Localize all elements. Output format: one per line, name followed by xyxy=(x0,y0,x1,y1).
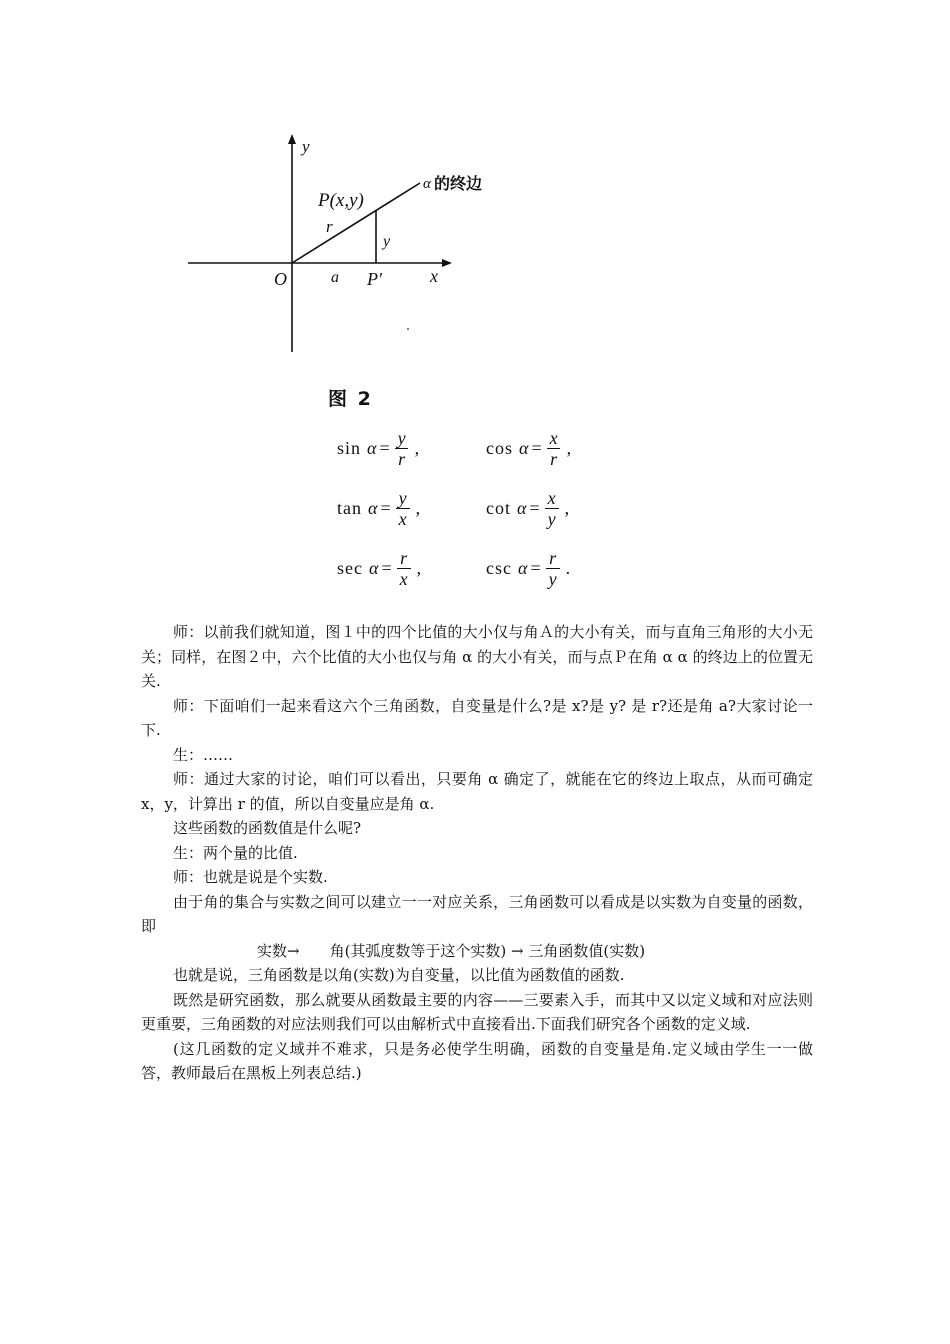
denominator: y xyxy=(546,568,560,589)
alpha: α xyxy=(517,498,527,518)
fn-name: tan xyxy=(337,498,362,518)
punctuation: , xyxy=(564,498,570,518)
fraction xyxy=(545,488,559,529)
equals: = xyxy=(529,498,540,518)
stray-mark xyxy=(407,328,409,330)
formula-sin xyxy=(337,428,419,469)
x-axis-label: x xyxy=(430,266,438,286)
paragraph: 师：下面咱们一起来看这六个三角函数，自变量是什么?是 x?是 y? 是 r?还是角 a?大家讨论一下. xyxy=(141,696,813,739)
p-prime-label: P' xyxy=(367,269,382,289)
paragraph: (这几函数的定义域并不难求，只是务必使学生明确，函数的自变量是角.定义域由学生一一做答，教师最后在黑板上列表总结.) xyxy=(141,1039,813,1082)
x-axis-arrow xyxy=(442,259,452,267)
fn-name: cot xyxy=(486,498,511,518)
equals: = xyxy=(380,498,391,518)
fn-name: sec xyxy=(337,558,363,578)
paragraph: 师：以前我们就知道，图１中的四个比值的大小仅与角Ａ的大小有关，而与直角三角形的大小无关；同样，在图２中，六个比值的大小也仅与角 α 的大小有关，而与点Ｐ在角 α α 的终边上的位置无关. xyxy=(141,623,813,690)
alpha: α xyxy=(367,438,377,458)
denominator: r xyxy=(547,448,560,469)
origin-label: O xyxy=(274,269,287,289)
lesson-text xyxy=(141,620,813,1086)
alpha: α xyxy=(517,558,528,578)
terminal-label: 的终边 xyxy=(434,174,483,193)
y-axis-label: y xyxy=(302,137,310,156)
fraction xyxy=(397,548,411,589)
paragraph: 生：…… xyxy=(173,745,234,764)
numerator: r xyxy=(400,548,408,568)
fraction xyxy=(546,548,560,589)
formula-csc xyxy=(486,548,570,589)
r-label: r xyxy=(326,217,333,236)
paragraph: 生：两个量的比值. xyxy=(173,843,298,862)
formula-sec xyxy=(337,548,421,589)
fraction xyxy=(396,488,410,529)
punctuation: , xyxy=(415,498,421,518)
figure-caption: 图 2 xyxy=(328,388,373,410)
denominator: x xyxy=(397,568,411,589)
fn-name: csc xyxy=(486,558,512,578)
coordinate-figure xyxy=(180,130,510,360)
paragraph: 师：通过大家的讨论，咱们可以看出，只要角 α 确定了，就能在它的终边上取点，从而可确定 x，y，计算出 r 的值，所以自变量应是角 α. xyxy=(141,770,813,813)
equals: = xyxy=(531,438,542,458)
punctuation: . xyxy=(565,558,571,578)
paragraph: 这些函数的函数值是什么呢? xyxy=(173,819,362,837)
numerator: y xyxy=(398,488,407,508)
numerator: x xyxy=(547,488,556,508)
numerator: y xyxy=(397,428,406,448)
fn-name: sin xyxy=(337,438,362,458)
denominator: x xyxy=(396,508,410,529)
punctuation: , xyxy=(416,558,422,578)
a-label: a xyxy=(331,269,339,286)
fn-name: cos xyxy=(486,438,513,458)
numerator: r xyxy=(549,548,557,568)
mapping-line: 实数→ 角(其弧度数等于这个实数) → 三角函数值(实数) xyxy=(257,941,646,960)
point-p-label: P(x,y) xyxy=(318,190,364,211)
alpha: α xyxy=(368,498,378,518)
paragraph: 由于角的集合与实数之间可以建立一一对应关系，三角函数可以看成是以实数为自变量的函数，即 xyxy=(141,892,813,935)
denominator: y xyxy=(545,508,559,529)
fraction xyxy=(547,428,561,469)
punctuation: , xyxy=(414,438,420,458)
equals: = xyxy=(379,438,390,458)
formula-cos xyxy=(486,428,571,469)
formula-cot xyxy=(486,488,569,529)
equals: = xyxy=(530,558,541,578)
paragraph: 师：也就是说是个实数. xyxy=(173,868,328,886)
terminal-alpha: α xyxy=(423,176,431,192)
denominator: r xyxy=(395,448,408,469)
paragraph: 既然是研究函数，那么就要从函数最主要的内容——三要素入手，而其中又以定义域和对应法则更重要，三角函数的对应法则我们可以由解析式中直接看出.下面我们研究各个函数的定义域. xyxy=(141,990,813,1033)
y-segment-label: y xyxy=(383,233,391,250)
y-axis-arrow xyxy=(288,134,296,144)
alpha: α xyxy=(519,438,529,458)
equals: = xyxy=(381,558,392,578)
formula-tan xyxy=(337,488,420,529)
alpha: α xyxy=(368,558,379,578)
numerator: x xyxy=(549,428,558,448)
punctuation: , xyxy=(566,438,572,458)
paragraph: 也就是说，三角函数是以角(实数)为自变量，以比值为函数值的函数. xyxy=(173,966,625,984)
fraction xyxy=(395,428,409,469)
